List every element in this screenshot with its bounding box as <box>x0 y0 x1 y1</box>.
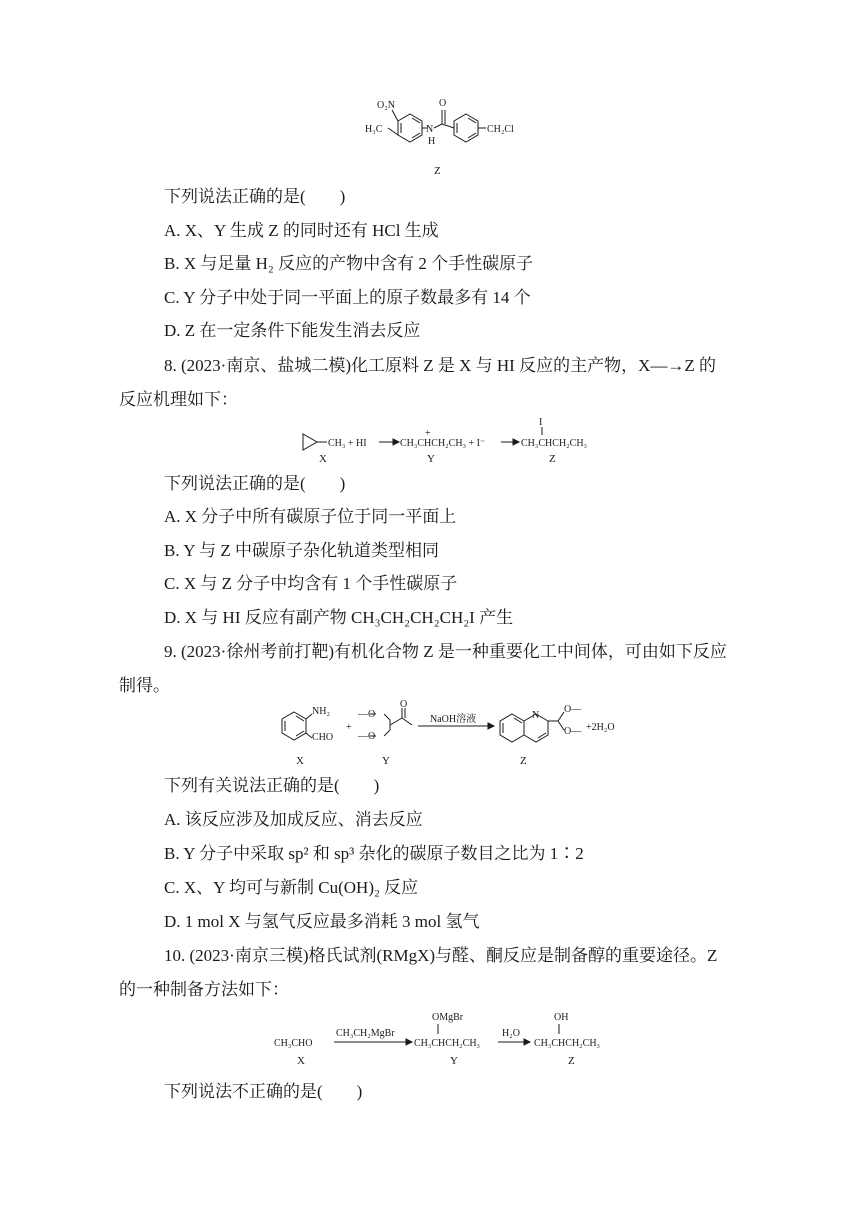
svg-text:N: N <box>426 124 434 135</box>
q8-option-c[interactable]: C. X 与 Z 分子中均含有 1 个手性碳原子 <box>164 574 458 593</box>
q8-option-d[interactable]: D. X 与 HI 反应有副产物 CH₃CH₂CH₂CH₂I 产生 <box>164 608 514 627</box>
svg-text:O—: O— <box>564 726 582 737</box>
q7-option-a[interactable]: A. X、Y 生成 Z 的同时还有 HCl 生成 <box>164 221 439 240</box>
svg-text:H: H <box>428 136 436 147</box>
q8-prompt: 下列说法正确的是( ) <box>164 474 346 493</box>
svg-text:—O: —O <box>358 709 376 720</box>
q9-z-label: Z <box>520 755 527 767</box>
q10-z-label: Z <box>568 1055 575 1067</box>
q7-option-b[interactable]: B. X 与足量 H₂ 反应的产物中含有 2 个手性碳原子 <box>164 254 534 273</box>
q10-y-formula: CH₃CHCH₂CH₃ <box>414 1038 481 1049</box>
svg-text:—O: —O <box>358 731 376 742</box>
q8-reaction-scheme <box>295 414 615 468</box>
q9-y-label: Y <box>382 755 390 767</box>
q10-reagent2: H₂O <box>502 1028 520 1039</box>
q9-reagent: NaOH溶液 <box>430 714 477 725</box>
q9-prompt: 下列有关说法正确的是( ) <box>164 776 380 795</box>
q9-product-tail: +2H₂O <box>586 722 615 733</box>
q10-prompt: 下列说法不正确的是( ) <box>164 1082 363 1101</box>
q7-option-d[interactable]: D. Z 在一定条件下能发生消去反应 <box>164 321 421 340</box>
q10-x-formula: CH₃CHO <box>274 1038 313 1049</box>
q9-option-a[interactable]: A. 该反应涉及加成反应、消去反应 <box>164 810 423 829</box>
svg-text:O: O <box>439 98 447 109</box>
q7-option-c[interactable]: C. Y 分子中处于同一平面上的原子数最多有 14 个 <box>164 288 531 307</box>
q10-reaction-scheme <box>272 1008 622 1072</box>
q10-y-top: OMgBr <box>432 1012 464 1023</box>
q9-option-b[interactable]: B. Y 分子中采取 sp² 和 sp³ 杂化的碳原子数目之比为 1∶2 <box>164 844 584 863</box>
q9-intro-line1: 9. (2023·徐州考前打靶)有机化合物 Z 是一种重要化工中间体，可由如下反应 <box>164 642 727 661</box>
q7-prompt: 下列说法正确的是( ) <box>164 187 346 206</box>
svg-text:O—: O— <box>564 704 582 715</box>
q8-intro-line2: 反应机理如下： <box>119 390 238 409</box>
svg-text:H₃C: H₃C <box>365 124 383 135</box>
q8-option-a[interactable]: A. X 分子中所有碳原子位于同一平面上 <box>164 507 457 526</box>
svg-text:+: + <box>425 428 431 439</box>
q8-x-label: X <box>319 453 327 465</box>
q10-intro-line1: 10. (2023·南京三模)格氏试剂(RMgX)与醛、酮反应是制备醇的重要途径。Z <box>164 946 718 965</box>
svg-text:O: O <box>400 700 408 710</box>
svg-text:+: + <box>346 722 352 733</box>
q7-structure-z <box>360 92 560 180</box>
svg-text:N: N <box>532 710 540 721</box>
q9-option-d[interactable]: D. 1 mol X 与氢气反应最多消耗 3 mol 氢气 <box>164 912 480 931</box>
q9-x-label: X <box>296 755 304 767</box>
q10-reagent1: CH₃CH₂MgBr <box>336 1028 395 1039</box>
q8-z-formula: CH₃CHCH₂CH₃ <box>521 438 588 449</box>
q9-intro-line2: 制得。 <box>119 676 170 695</box>
q7-z-label: Z <box>434 165 441 177</box>
svg-text:CH₂Cl: CH₂Cl <box>487 124 514 135</box>
q10-x-label: X <box>297 1055 305 1067</box>
q9-cho: CHO <box>312 732 334 743</box>
q8-intro-line1: 8. (2023·南京、盐城二模)化工原料 Z 是 X 与 HI 反应的主产物，X—→Z 的 <box>164 356 716 375</box>
q10-z-formula: CH₃CHCH₂CH₃ <box>534 1038 601 1049</box>
q8-y-formula: CH₃CHCH₂CH₃ + I⁻ <box>400 438 486 449</box>
svg-text:O₂N: O₂N <box>377 100 395 111</box>
svg-text:I: I <box>539 417 543 428</box>
q10-z-top: OH <box>554 1012 569 1023</box>
q10-y-label: Y <box>450 1055 458 1067</box>
q9-option-c[interactable]: C. X、Y 均可与新制 Cu(OH)₂ 反应 <box>164 878 419 897</box>
q9-nh2: NH₂ <box>312 706 330 717</box>
q9-reaction-scheme <box>270 700 630 772</box>
q8-z-label: Z <box>549 453 556 465</box>
q8-option-b[interactable]: B. Y 与 Z 中碳原子杂化轨道类型相同 <box>164 541 439 560</box>
q10-intro-line2: 的一种制备方法如下： <box>119 980 289 999</box>
q8-y-label: Y <box>427 453 435 465</box>
q8-hi-text: CH₃ + HI <box>328 438 367 449</box>
